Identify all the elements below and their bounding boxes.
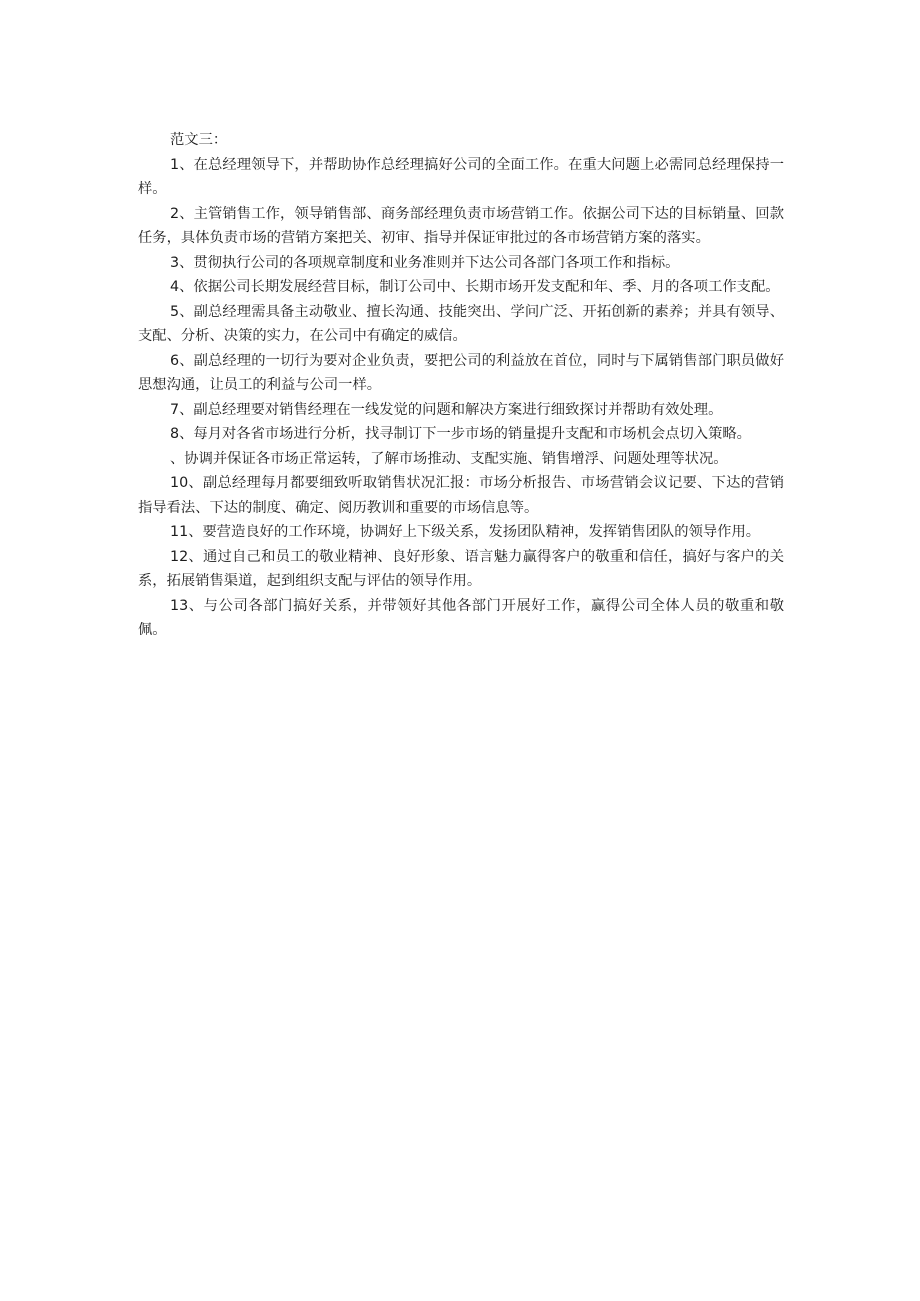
paragraph-13: 13、与公司各部门搞好关系，并带领好其他各部门开展好工作，赢得公司全体人员的敬重和敬佩。 <box>138 597 784 638</box>
paragraph-6: 6、副总经理的一切行为要对企业负责，要把公司的利益放在首位，同时与下属销售部门职员做好思想沟通，让员工的利益与公司一样。 <box>138 352 784 393</box>
paragraph-10: 10、副总经理每月都要细致听取销售状况汇报：市场分析报告、市场营销会议记要、下达的营销指导看法、下达的制度、确定、阅历教训和重要的市场信息等。 <box>138 475 784 516</box>
paragraph-2: 2、主管销售工作，领导销售部、商务部经理负责市场营销工作。依据公司下达的目标销量、回款任务，具体负责市场的营销方案把关、初审、指导并保证审批过的各市场营销方案的落实。 <box>138 205 784 246</box>
paragraph-12: 12、通过自己和员工的敬业精神、良好形象、语言魅力赢得客户的敬重和信任，搞好与客户的关系，拓展销售渠道，起到组织支配与评估的领导作用。 <box>138 548 784 589</box>
paragraph-8: 8、每月对各省市场进行分析，找寻制订下一步市场的销量提升支配和市场机会点切入策略。 <box>170 426 751 442</box>
paragraph-11: 11、要营造良好的工作环境，协调好上下级关系，发扬团队精神，发挥销售团队的领导作用。 <box>170 524 761 540</box>
paragraph-7: 7、副总经理要对销售经理在一线发觉的问题和解决方案进行细致探讨并帮助有效处理。 <box>170 401 723 418</box>
paragraph-9: 、协调并保证各市场正常运转，了解市场推动、支配实施、销售增浮、问题处理等状况。 <box>170 450 728 467</box>
section-heading: 范文三： <box>170 132 228 148</box>
document-body <box>138 128 784 643</box>
paragraph-3: 3、贯彻执行公司的各项规章制度和业务准则并下达公司各部门各项工作和指标。 <box>170 254 680 271</box>
paragraph-4: 4、依据公司长期发展经营目标，制订公司中、长期市场开发支配和年、季、月的各项工作支配。 <box>170 279 780 295</box>
paragraph-5: 5、副总经理需具备主动敬业、擅长沟通、技能突出、学问广泛、开拓创新的素养；并具有领导、支配、分析、决策的实力，在公司中有确定的威信。 <box>138 303 784 344</box>
paragraph-1: 1、在总经理领导下，并帮助协作总经理搞好公司的全面工作。在重大问题上必需同总经理保持一样。 <box>138 156 784 197</box>
